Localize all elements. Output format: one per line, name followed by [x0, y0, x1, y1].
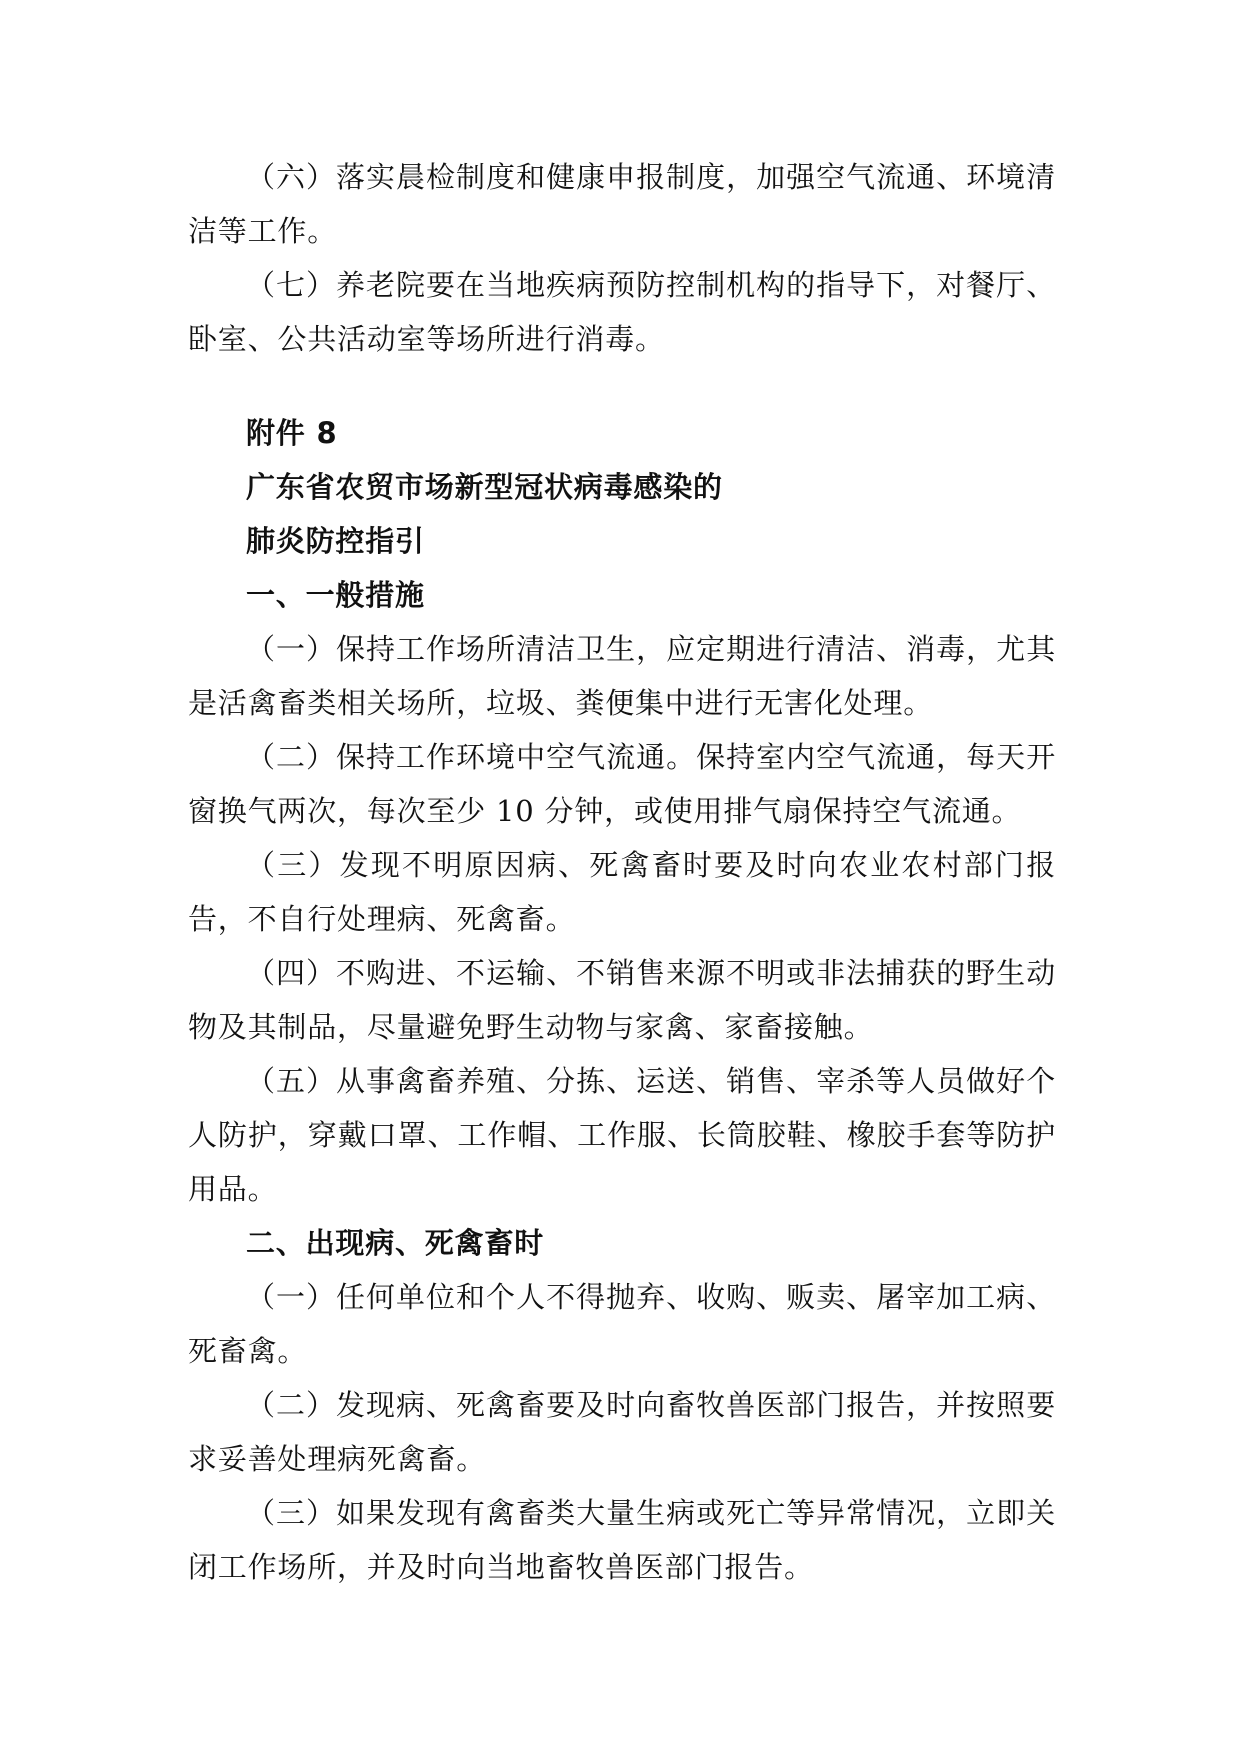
paragraph-dead-2: （二）发现病、死禽畜要及时向畜牧兽医部门报告，并按照要求妥善处理病死禽畜。 [188, 1388, 1056, 1476]
document-title-line2: 肺炎防控指引 [246, 524, 425, 558]
section-heading-general: 一、一般措施 [246, 578, 425, 612]
paragraph-general-1: （一）保持工作场所清洁卫生，应定期进行清洁、消毒，尤其是活禽畜类相关场所，垃圾、粪便集中进行无害化处理。 [188, 632, 1056, 720]
section-spacer [188, 366, 1056, 406]
paragraph-prev-7: （七）养老院要在当地疾病预防控制机构的指导下，对餐厅、卧室、公共活动室等场所进行消毒。 [188, 268, 1056, 356]
paragraph-general-2: （二）保持工作环境中空气流通。保持室内空气流通，每天开窗换气两次，每次至少 10 分钟，或使用排气扇保持空气流通。 [188, 740, 1056, 828]
attachment-label: 附件 8 [246, 416, 338, 450]
section-heading-dead-livestock: 二、出现病、死禽畜时 [246, 1226, 545, 1260]
document-page [188, 150, 1056, 1594]
document-title-line1: 广东省农贸市场新型冠状病毒感染的 [246, 470, 723, 504]
paragraph-general-4: （四）不购进、不运输、不销售来源不明或非法捕获的野生动物及其制品，尽量避免野生动物与家禽、家畜接触。 [188, 956, 1056, 1044]
paragraph-prev-6: （六）落实晨检制度和健康申报制度，加强空气流通、环境清洁等工作。 [188, 160, 1056, 248]
paragraph-dead-3: （三）如果发现有禽畜类大量生病或死亡等异常情况，立即关闭工作场所，并及时向当地畜牧兽医部门报告。 [188, 1496, 1056, 1584]
paragraph-general-5: （五）从事禽畜养殖、分拣、运送、销售、宰杀等人员做好个人防护，穿戴口罩、工作帽、工作服、长筒胶鞋、橡胶手套等防护用品。 [188, 1064, 1056, 1206]
paragraph-dead-1: （一）任何单位和个人不得抛弃、收购、贩卖、屠宰加工病、死畜禽。 [188, 1280, 1056, 1368]
paragraph-general-3: （三）发现不明原因病、死禽畜时要及时向农业农村部门报告，不自行处理病、死禽畜。 [188, 848, 1056, 936]
